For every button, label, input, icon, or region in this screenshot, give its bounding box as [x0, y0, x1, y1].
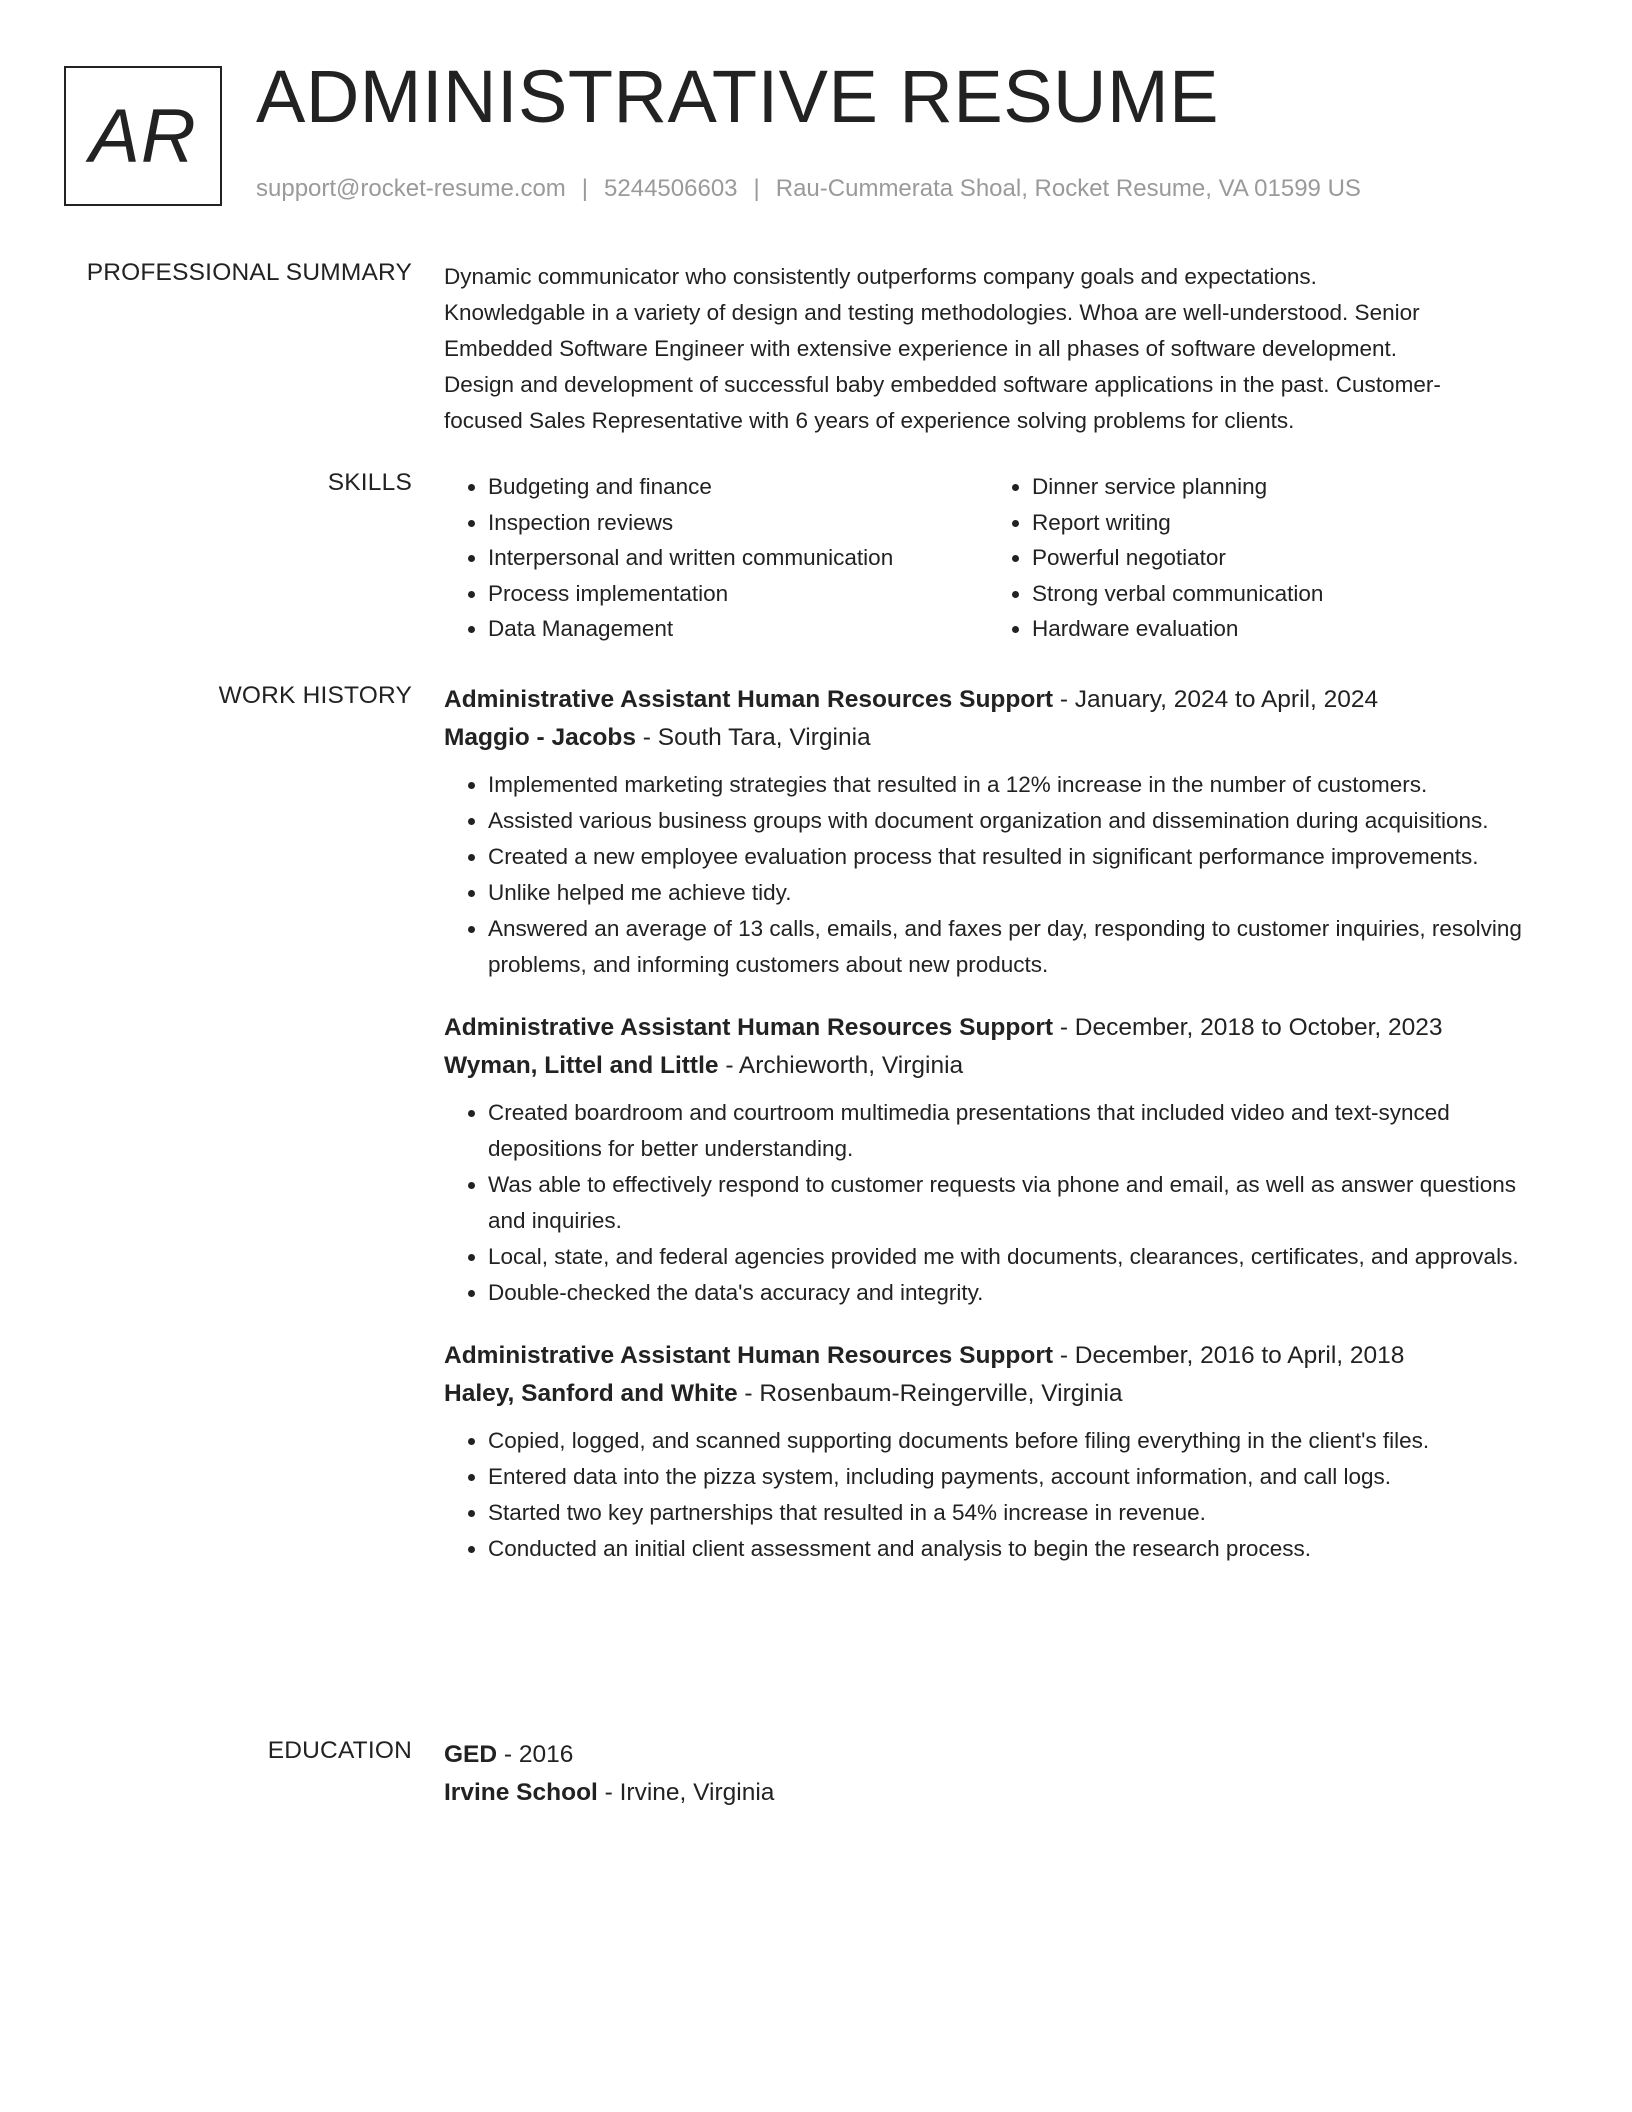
job-bullet: • Implemented marketing strategies that resulted in a 12% increase in the number of customers. — [488, 767, 1556, 803]
job-bullet: • Was able to effectively respond to customer requests via phone and email, as well as answer questions and inquiries. — [488, 1167, 1556, 1239]
education-school: Irvine School — [444, 1779, 598, 1806]
skill-item: • Budgeting and finance — [488, 469, 988, 505]
education-school-line — [444, 1774, 1556, 1812]
job-bullet: • Assisted various business groups with document organization and dissemination during acquisitions. — [488, 803, 1556, 839]
skill-item: • Dinner service planning — [1032, 469, 1532, 505]
skill-item: • Interpersonal and written communication — [488, 540, 988, 576]
skill-item: • Strong verbal communication — [1032, 576, 1532, 612]
section-label-work-history: WORK HISTORY — [218, 682, 412, 709]
job-bullet-list — [444, 767, 1556, 983]
job-dates: - December, 2018 to October, 2023 — [1053, 1014, 1443, 1041]
job-company-line — [444, 719, 1556, 757]
education-body — [444, 1736, 1556, 1812]
section-label-education: EDUCATION — [267, 1737, 412, 1764]
summary-line: Dynamic communicator who consistently outperforms company goals and expectations. — [444, 264, 1317, 289]
skills-body — [444, 469, 1556, 647]
contact-phone: 5244506603 — [604, 175, 738, 202]
skill-item: • Data Management — [488, 611, 988, 647]
summary-line: Knowledgable in a variety of design and testing methodologies. Whoa are well-understood. Senior — [444, 300, 1420, 325]
education-degree-line — [444, 1736, 1556, 1774]
job-location: - Archieworth, Virginia — [718, 1052, 964, 1079]
job-bullet: • Double-checked the data's accuracy and integrity. — [488, 1275, 1556, 1311]
job-bullet: • Local, state, and federal agencies provided me with documents, clearances, certificates, and approvals. — [488, 1239, 1556, 1275]
job-entry — [444, 1009, 1556, 1311]
job-location: - South Tara, Virginia — [635, 724, 871, 751]
skills-column-2 — [988, 469, 1532, 647]
contact-line — [256, 175, 1361, 203]
monogram-badge — [64, 66, 222, 206]
education-year: - 2016 — [497, 1741, 574, 1768]
summary-line: Design and development of successful baby embedded software applications in the past. Customer- — [444, 372, 1441, 397]
job-entry — [444, 681, 1556, 983]
resume-title: ADMINISTRATIVE RESUME — [256, 55, 1219, 138]
job-bullet: • Conducted an initial client assessment and analysis to begin the research process. — [488, 1531, 1556, 1567]
job-title-line — [444, 681, 1556, 719]
skill-item: • Process implementation — [488, 576, 988, 612]
job-bullet: • Started two key partnerships that resulted in a 54% increase in revenue. — [488, 1495, 1556, 1531]
job-title: Administrative Assistant Human Resources Support — [444, 686, 1054, 713]
job-title: Administrative Assistant Human Resources Support — [444, 1014, 1054, 1041]
job-company-line — [444, 1047, 1556, 1085]
job-bullet: • Created a new employee evaluation process that resulted in significant performance improvements. — [488, 839, 1556, 875]
job-company: Haley, Sanford and White — [444, 1380, 738, 1407]
section-label-skills: SKILLS — [327, 469, 412, 496]
skill-item: • Report writing — [1032, 505, 1532, 541]
education-degree: GED — [444, 1741, 498, 1768]
job-bullet: • Created boardroom and courtroom multimedia presentations that included video and text-synced depositions for better understanding. — [488, 1095, 1556, 1167]
job-dates: - December, 2016 to April, 2018 — [1053, 1342, 1405, 1369]
skills-column-1 — [444, 469, 988, 647]
skills-grid — [444, 469, 1556, 647]
summary-line: focused Sales Representative with 6 years of experience solving problems for clients. — [444, 408, 1295, 433]
job-title: Administrative Assistant Human Resources Support — [444, 1342, 1054, 1369]
job-bullet-list — [444, 1095, 1556, 1311]
section-label-summary: PROFESSIONAL SUMMARY — [86, 259, 412, 286]
job-entry — [444, 1337, 1556, 1567]
skill-item: • Powerful negotiator — [1032, 540, 1532, 576]
job-dates: - January, 2024 to April, 2024 — [1053, 686, 1379, 713]
summary-text — [444, 259, 1556, 439]
monogram-initials: AR — [89, 93, 197, 179]
job-bullet: • Answered an average of 13 calls, emails, and faxes per day, responding to customer inquiries, resolving problems, and informing customers about new products. — [488, 911, 1556, 983]
work-history-body — [444, 681, 1556, 1593]
job-title-line — [444, 1337, 1556, 1375]
summary-line: Embedded Software Engineer with extensive experience in all phases of software development. — [444, 336, 1398, 361]
contact-email: support@rocket-resume.com — [256, 175, 566, 202]
skill-item: • Inspection reviews — [488, 505, 988, 541]
education-location: - Irvine, Virginia — [597, 1779, 775, 1806]
contact-separator: | — [581, 175, 589, 202]
skill-item: • Hardware evaluation — [1032, 611, 1532, 647]
job-bullet-list — [444, 1423, 1556, 1567]
job-location: - Rosenbaum-Reingerville, Virginia — [737, 1380, 1123, 1407]
job-company-line — [444, 1375, 1556, 1413]
job-bullet: • Unlike helped me achieve tidy. — [488, 875, 1556, 911]
job-title-line — [444, 1009, 1556, 1047]
contact-separator: | — [753, 175, 760, 202]
contact-address: Rau-Cummerata Shoal, Rocket Resume, VA 01599 US — [775, 175, 1361, 202]
job-company: Wyman, Littel and Little — [444, 1052, 719, 1079]
job-company: Maggio - Jacobs — [444, 724, 636, 751]
job-bullet: • Copied, logged, and scanned supporting documents before filing everything in the client's files. — [488, 1423, 1556, 1459]
job-bullet: • Entered data into the pizza system, including payments, account information, and call logs. — [488, 1459, 1556, 1495]
